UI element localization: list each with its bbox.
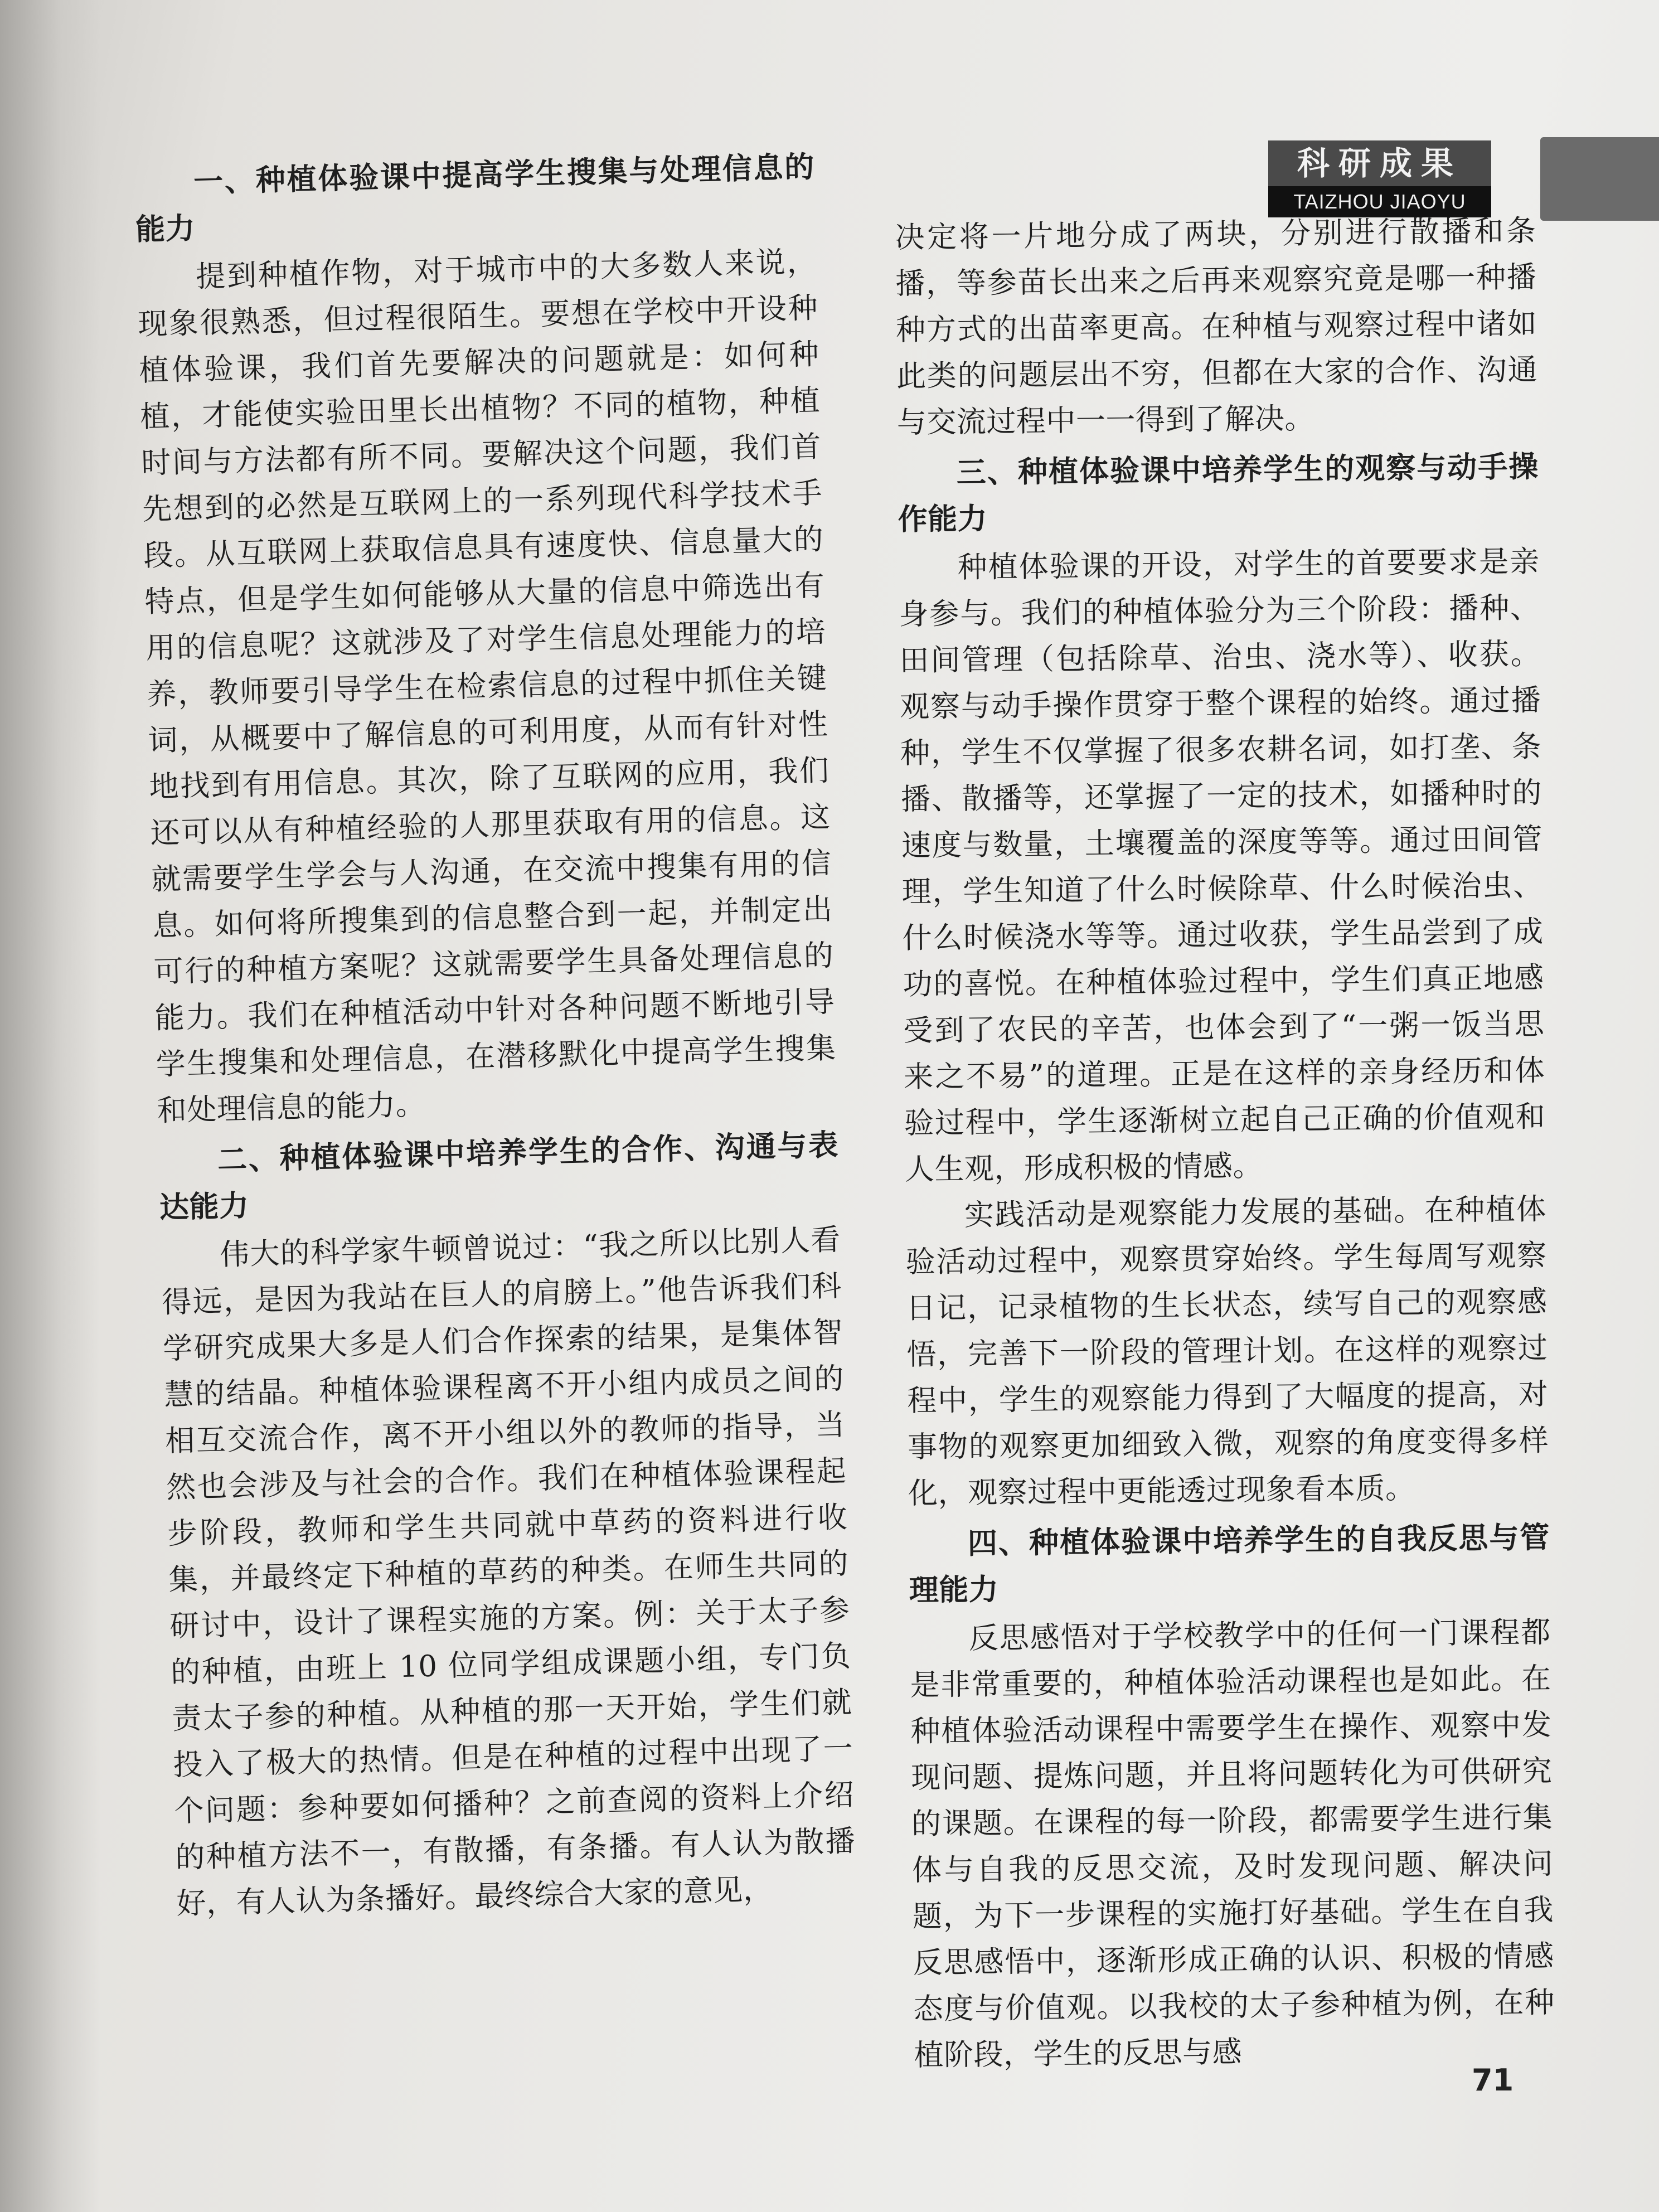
paragraph: 提到种植作物，对于城市中的大多数人来说，现象很熟悉，但过程很陌生。要想在学校中开设种植体验课，我们首先要解决的问题就是：如何种植，才能使实验田里长出植物？不同的植物，种植时间与方法都有所不同。要解决这个问题，我们首先想到的必然是互联网上的一系列现代科学技术手段。从互联网上获取信息具有速度快、信息量大的特点，但是学生如何能够从大量的信息中筛选出有用的信息呢？这就涉及了对学生信息处理能力的培养，教师要引导学生在检索信息的过程中抓住关键词，从概要中了解信息的可利用度，从而有针对性地找到有用信息。其次，除了互联网的应用，我们还可以从有种植经验的人那里获取有用的信息。这就需要学生学会与人沟通，在交流中搜集有用的信息。如何将所搜集到的信息整合到一起，并制定出可行的种植方案呢？这就需要学生具备处理信息的能力。我们在种植活动中针对各种问题不断地引导学生搜集和处理信息，在潜移默化中提高学生搜集和处理信息的能力。: [137, 245, 837, 1128]
paragraph: 伟大的科学家牛顿曾说过：“我之所以比别人看得远，是因为我站在巨人的肩膀上。”他告诉我们科学研究成果大多是人们合作探索的结果，是集体智慧的结晶。种植体验课程离不开小组内成员之间的相互交流合作，离不开小组以外的教师的指导，当然也会涉及与社会的合作。我们在种植体验课程起步阶段，教师和学生共同就中草药的资料进行收集，并最终定下种植的草药的种类。在师生共同的研讨中，设计了课程实施的方案。例：关于太子参的种植，由班上 10 位同学组成课题小组，专门负责太子参的种植。从种植的那一天开始，学生们就投入了极大的热情。但是在种植的过程中出现了一个问题：参种要如何播种？之前查阅的资料上介绍的种植方法不一，有散播，有条播。有人认为散播好，有人认为条播好。最终综合大家的意见，: [161, 1223, 856, 1922]
heading-section-3: 三、种植体验课中培养学生的观察与动手操作能力: [898, 449, 1539, 537]
journal-name: TAIZHOU JIAOYU: [1268, 186, 1491, 217]
section-title: 科研成果: [1268, 140, 1491, 186]
paragraph: 实践活动是观察能力发展的基础。在种植体验活动过程中，观察贯穿始终。学生每周写观察日记，记录植物的生长状态，续写自己的观察感悟，完善下一阶段的管理计划。在这样的观察过程中，学生的观察能力得到了大幅度的提高，对事物的观察更加细致入微，观察的角度变得多样化，观察过程中更能透过现象看本质。: [905, 1192, 1549, 1511]
page-number: 71: [1472, 2063, 1514, 2098]
paragraph: 种植体验课的开设，对学生的首要要求是亲身参与。我们的种植体验分为三个阶段：播种、田间管理（包括除草、治虫、浇水等）、收获。观察与动手操作贯穿于整个课程的始终。通过播种，学生不仅掌握了很多农耕名词，如打垄、条播、散播等，还掌握了一定的技术，如播种时的速度与数量，土壤覆盖的深度等等。通过田间管理，学生知道了什么时候除草、什么时候治虫、什么时候浇水等等。通过收获，学生品尝到了成功的喜悦。在种植体验过程中，学生们真正地感受到了农民的辛苦，也体会到了“一粥一饭当思来之不易”的道理。正是在这样的亲身经历和体验过程中，学生逐渐树立起自己正确的价值观和人生观，形成积极的情感。: [899, 544, 1546, 1187]
section-brand-label: [1268, 140, 1491, 219]
section-tab: [1540, 137, 1659, 221]
right-column: [895, 208, 1555, 2079]
heading-section-4: 四、种植体验课中培养学生的自我反思与管理能力: [909, 1520, 1550, 1608]
heading-section-1: 一、种植体验课中提高学生搜集与处理信息的能力: [135, 150, 815, 247]
left-column: [134, 139, 857, 1927]
binding-shadow: [0, 0, 100, 2212]
heading-section-2: 二、种植体验课中培养学生的合作、沟通与表达能力: [159, 1128, 839, 1225]
paragraph-continued: 决定将一片地分成了两块，分别进行散播和条播，等参苗长出来之后再来观察究竟是哪一种播种方式的出苗率更高。在种植与观察过程中诸如此类的问题层出不穷，但都在大家的合作、沟通与交流过程中一一得到了解决。: [895, 214, 1538, 440]
paragraph: 反思感悟对于学校教学中的任何一门课程都是非常重要的，种植体验活动课程也是如此。在种植体验活动课程中需要学生在操作、观察中发现问题、提炼问题，并且将问题转化为可供研究的课题。在课程的每一阶段，都需要学生进行集体与自我的反思交流，及时发现问题、解决问题，为下一步课程的实施打好基础。学生在自我反思感悟中，逐渐形成正确的认识、积极的情感态度与价值观。以我校的太子参种植为例，在种植阶段，学生的反思与感: [910, 1615, 1555, 2073]
